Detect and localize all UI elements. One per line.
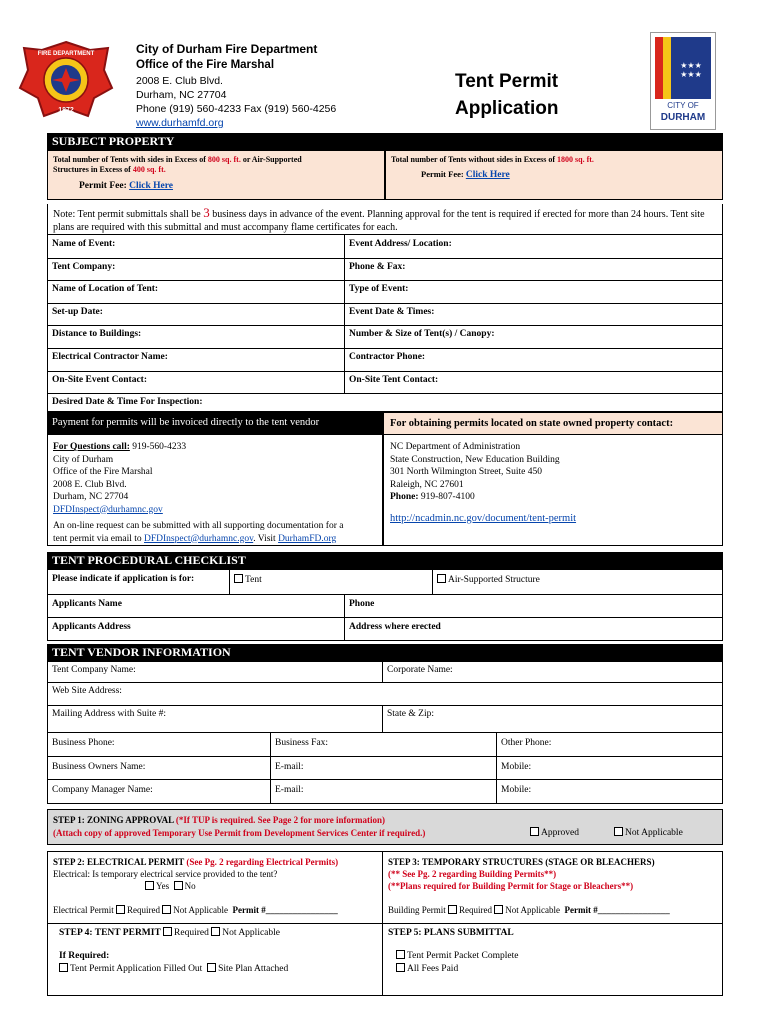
business-owner-field[interactable] [47, 757, 271, 780]
bldg-na-label: Not Applicable [505, 905, 561, 915]
elec-permit-number[interactable]: Permit #________________ [232, 905, 338, 915]
manager-mobile-label: Mobile: [501, 785, 532, 795]
subject-property-bar: SUBJECT PROPERTY [47, 133, 723, 150]
tent-company-label: Tent Company Name: [52, 665, 136, 675]
right-click-here-link[interactable]: Click Here [465, 170, 510, 180]
questions-label: For Questions call: [53, 442, 130, 452]
subject-left-text-c: Structures in Excess of [53, 165, 133, 174]
subject-left-red-1: 800 sq. ft. [207, 155, 241, 164]
contact-line: Durham, NC 27704 [53, 492, 129, 502]
event-field-right[interactable] [345, 325, 723, 349]
online-request-text-b: tent permit via email to [53, 533, 145, 544]
corporate-name-field[interactable] [383, 661, 723, 683]
website-field[interactable] [47, 683, 723, 706]
business-phone-field[interactable] [47, 733, 271, 757]
event-field-label: Electrical Contractor Name: [52, 352, 168, 362]
company-manager-field[interactable] [47, 780, 271, 804]
state-contact-line: Raleigh, NC 27601 [390, 479, 464, 490]
questions-block [47, 435, 383, 546]
event-field-left[interactable] [47, 280, 345, 304]
badge-year: 1872 [58, 107, 74, 114]
fees-paid-label: All Fees Paid [407, 964, 459, 974]
address-line-1: 2008 E. Club Blvd. [136, 75, 223, 87]
event-field-label: Number & Size of Tent(s) / Canopy: [349, 329, 495, 340]
approved-checkbox[interactable] [530, 827, 539, 836]
fire-dept-badge [18, 40, 114, 120]
step3-note-1: (** See Pg. 2 regarding Building Permits**) [388, 869, 557, 879]
event-field-right[interactable] [345, 280, 723, 304]
form-title-line-1: Tent Permit [455, 71, 559, 92]
event-field-label: Set-up Date: [52, 306, 103, 317]
step1-note: (*If TUP is required. See Page 2 for more information) [175, 815, 386, 825]
event-field-label: Contractor Phone: [349, 352, 426, 362]
form-title-line-2: Application [455, 98, 559, 119]
manager-email-label: E-mail: [275, 785, 304, 795]
left-click-here-link[interactable]: Click Here [129, 181, 173, 191]
subject-right-red: 1800 sq. ft. [557, 155, 594, 164]
subject-right-text: Total number of Tents without sides in Excess of [391, 155, 558, 164]
city-of-durham-logo: ★★★ ★★★ CITY OF DURHAM [650, 32, 716, 130]
state-contact-line: 301 North Wilmington Street, Suite 450 [390, 467, 542, 477]
step5-title: STEP 5: PLANS SUBMITTAL [388, 928, 514, 938]
business-fax-label: Business Fax: [275, 738, 329, 748]
applicants-address-field[interactable] [47, 618, 345, 641]
durhamfd-link[interactable]: DurhamFD.org [278, 533, 337, 544]
step1-zoning [47, 809, 723, 845]
air-option-label: Air-Supported Structure [448, 575, 540, 585]
note-text-pre: Note: Tent permit submittals shall be [53, 209, 204, 220]
event-field-left[interactable] [47, 258, 345, 282]
step2-question: Electrical: Is temporary electrical service provided to the tent? [53, 869, 278, 879]
tent-filled-checkbox[interactable] [59, 963, 68, 972]
business-phone-label: Business Phone: [52, 738, 115, 748]
contact-line: 2008 E. Club Blvd. [53, 479, 127, 490]
step2-title: STEP 2: ELECTRICAL PERMIT [53, 857, 187, 867]
elec-na-label: Not Applicable [173, 905, 228, 915]
event-field-right[interactable] [345, 303, 723, 327]
owner-mobile-label: Mobile: [501, 762, 532, 772]
logo-city-of: CITY OF [667, 101, 699, 110]
event-field-label: On-Site Event Contact: [52, 374, 147, 385]
ncadmin-url-link[interactable]: http://ncadmin.nc.gov/document/tent-permit [390, 512, 577, 524]
owner-mobile-field[interactable] [497, 757, 723, 780]
note-days-number: 3 [203, 205, 210, 220]
address-line-2: Durham, NC 27704 [136, 89, 227, 101]
state-contact-line: NC Department of Administration [390, 442, 521, 452]
elec-required-label: Required [126, 905, 160, 915]
owner-email-field[interactable] [271, 757, 497, 780]
no-label: No [184, 881, 196, 891]
event-field-label: Event Address/ Location: [349, 239, 452, 249]
packet-complete-label: Tent Permit Packet Complete [407, 951, 519, 961]
mailing-address-field[interactable] [47, 706, 383, 733]
bldg-required-label: Required [459, 905, 493, 915]
contact-line: City of Durham [53, 454, 114, 465]
desired-date-field[interactable]: Desired Date & Time For Inspection: [47, 393, 723, 412]
bldg-required-checkbox[interactable] [448, 905, 457, 914]
step4-na-label: Not Applicable [222, 928, 280, 938]
event-field-left[interactable] [47, 303, 345, 327]
right-permit-fee-label: Permit Fee: [421, 169, 466, 179]
corporate-name-label: Corporate Name: [387, 665, 453, 675]
event-field-label: Name of Event: [52, 239, 116, 249]
event-field-left[interactable] [47, 348, 345, 372]
state-phone: 919-807-4100 [418, 492, 475, 502]
bldg-permit-number[interactable]: Permit #________________ [564, 905, 670, 915]
badge-text-top: FIRE DEPARTMENT [37, 51, 95, 57]
site-plan-label: Site Plan Attached [218, 964, 289, 974]
website-link[interactable]: www.durhamfd.org [136, 117, 224, 129]
event-field-label: Name of Location of Tent: [52, 284, 159, 295]
payment-bar: Payment for permits will be invoiced directly to the tent vendor [47, 412, 383, 435]
subject-left-text-b: or Air-Supported [240, 155, 302, 164]
tent-checkbox[interactable] [234, 574, 243, 583]
phone-fax: Phone (919) 560-4233 Fax (919) 560-4256 [136, 103, 337, 115]
step5-plans [383, 924, 723, 996]
step1-attach-note: (Attach copy of approved Temporary Use Permit from Development Services Center if required.) [53, 828, 426, 838]
contact-line: Office of the Fire Marshal [53, 467, 153, 477]
submittal-note [47, 204, 723, 235]
indicate-label: Please indicate if application is for: [52, 574, 195, 584]
event-field-right[interactable] [345, 258, 723, 282]
state-contact-block [383, 435, 723, 546]
owner-email-label: E-mail: [275, 762, 304, 772]
air-supported-checkbox[interactable] [437, 574, 446, 583]
step4-na-checkbox[interactable] [211, 927, 220, 936]
event-field-label: Phone & Fax: [349, 261, 406, 272]
other-phone-field[interactable] [497, 733, 723, 757]
vendor-bar: TENT VENDOR INFORMATION [47, 644, 723, 661]
step1-na-checkbox[interactable] [614, 827, 623, 836]
event-field-label: Distance to Buildings: [52, 329, 142, 340]
tent-company-field[interactable] [47, 661, 383, 683]
subject-left-text: Total number of Tents with sides in Excess of [53, 155, 208, 164]
questions-phone: 919-560-4233 [129, 442, 187, 452]
event-field-right[interactable] [345, 348, 723, 372]
dept-name: City of Durham Fire Department [136, 42, 318, 56]
manager-email-field[interactable] [271, 780, 497, 804]
no-checkbox[interactable] [174, 881, 183, 890]
elec-required-checkbox[interactable] [116, 905, 125, 914]
event-field-label: Type of Event: [349, 284, 409, 295]
yes-checkbox[interactable] [145, 881, 154, 890]
website-label: Web Site Address: [52, 686, 122, 696]
tent-option-label: Tent [245, 575, 262, 585]
address-erected-field[interactable] [345, 618, 723, 641]
event-field-left[interactable] [47, 235, 345, 259]
step3-note-2: (**Plans required for Building Permit for Stage or Bleachers**) [388, 881, 634, 891]
tent-filled-label: Tent Permit Application Filled Out [70, 964, 203, 974]
online-request-text: An on-line request can be submitted with all supporting documentation for a [53, 521, 344, 531]
packet-complete-checkbox[interactable] [396, 950, 405, 959]
business-fax-field[interactable] [271, 733, 497, 757]
subject-left-cell [47, 150, 385, 200]
mailing-address-label: Mailing Address with Suite #: [52, 709, 166, 719]
if-required-label: If Required: [59, 951, 110, 961]
step2-note: (See Pg. 2 regarding Electrical Permits) [186, 857, 339, 867]
yes-label: Yes [156, 881, 170, 891]
event-field-label: Tent Company: [52, 261, 116, 272]
site-plan-checkbox[interactable] [207, 963, 216, 972]
step3-title: STEP 3: TEMPORARY STRUCTURES (STAGE OR BLEACHERS) [388, 857, 655, 867]
office-name: Office of the Fire Marshal [136, 59, 275, 71]
air-option-cell [433, 569, 723, 595]
tent-option-cell [230, 569, 433, 595]
step1-title: STEP 1: ZONING APPROVAL [53, 815, 176, 825]
step3-structures [383, 851, 723, 924]
indicate-label-cell [47, 569, 230, 595]
elec-permit-label: Electrical Permit [53, 905, 116, 915]
step4-title: STEP 4: TENT PERMIT [59, 928, 164, 938]
event-field-left[interactable] [47, 371, 345, 395]
event-field-right[interactable] [345, 235, 723, 259]
online-request-text-c: . Visit [253, 533, 279, 544]
elec-na-checkbox[interactable] [162, 905, 171, 914]
address-erected-label: Address where erected [349, 622, 441, 632]
applicants-name-field[interactable] [47, 595, 345, 618]
bldg-na-checkbox[interactable] [494, 905, 503, 914]
left-permit-fee-label: Permit Fee: [79, 181, 130, 191]
state-zip-field[interactable] [383, 706, 723, 733]
fees-paid-checkbox[interactable] [396, 963, 405, 972]
subject-right-cell [385, 150, 723, 200]
logo-durham: DURHAM [660, 112, 706, 123]
applicants-address-label: Applicants Address [52, 622, 131, 632]
event-field-right[interactable] [345, 371, 723, 395]
state-zip-label: State & Zip: [387, 709, 434, 719]
company-manager-label: Company Manager Name: [52, 785, 153, 795]
event-field-left[interactable] [47, 325, 345, 349]
phone-field[interactable] [345, 595, 723, 618]
step4-tent-permit [47, 924, 383, 996]
state-contact-line: State Construction, New Education Building [390, 454, 560, 465]
online-email-link[interactable]: DFDInspect@durhamnc.gov [144, 533, 254, 544]
state-phone-label: Phone: [390, 492, 419, 502]
business-owner-label: Business Owners Name: [52, 762, 146, 772]
event-field-label: On-Site Tent Contact: [349, 374, 439, 385]
applicants-name-label: Applicants Name [52, 599, 122, 609]
step4-required-label: Required [174, 928, 209, 938]
state-property-bar: For obtaining permits located on state owned property contact: [383, 412, 723, 435]
subject-left-red-2: 400 sq. ft. [132, 165, 166, 174]
checklist-bar: TENT PROCEDURAL CHECKLIST [47, 552, 723, 569]
event-field-label: Event Date & Times: [349, 306, 435, 317]
phone-label: Phone [349, 599, 375, 609]
approved-label: Approved [541, 828, 579, 838]
inspect-email-link[interactable]: DFDInspect@durhamnc.gov [53, 504, 163, 515]
note-text-post: business days in advance of the event. Planning approval for the tent is required if erected for more than 24 hours. Tent site plans are required with this submittal and must accompany flame certificates for each. [53, 209, 705, 233]
bldg-permit-label: Building Permit [388, 905, 449, 915]
step2-electrical [47, 851, 383, 924]
step4-required-checkbox[interactable] [163, 927, 172, 936]
other-phone-label: Other Phone: [501, 738, 552, 748]
step1-na-label: Not Applicable [625, 828, 683, 838]
manager-mobile-field[interactable] [497, 780, 723, 804]
